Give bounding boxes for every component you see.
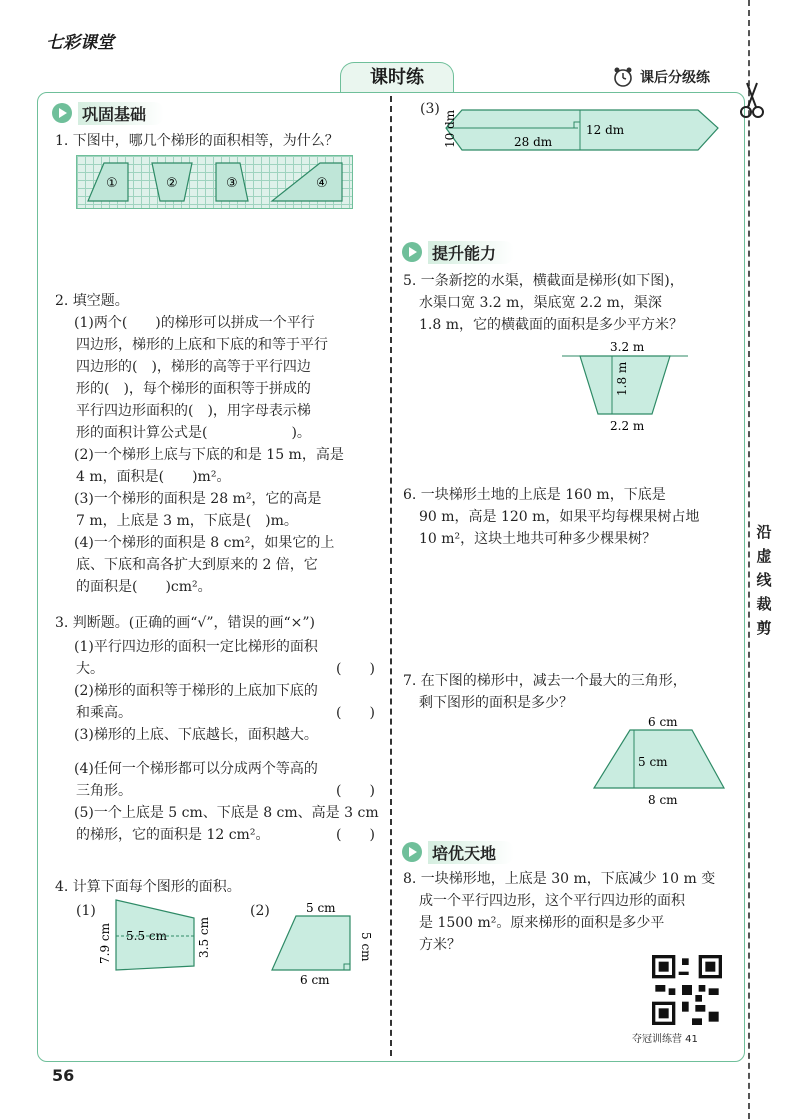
q3-line: (3)梯形的上底、下底越长，面积越大。: [74, 727, 318, 743]
q7-bottom-label: 8 cm: [648, 793, 678, 807]
q6-line: 6. 一块梯形土地的上底是 160 m，下底是: [403, 487, 666, 503]
q8-line: 成一个平行四边形，这个平行四边形的面积: [419, 893, 685, 909]
q6-line: 10 m²，这块土地共可种多少棵果树？: [419, 531, 657, 547]
q4-fig2-num: (2): [250, 903, 270, 919]
q4-fig3-num: (3): [420, 101, 440, 117]
q5-line: 1.8 m，它的横截面的面积是多少平方米？: [419, 317, 683, 333]
tiered-text: 课后分级练: [640, 70, 710, 86]
brand-logo: 七彩课堂: [46, 33, 114, 53]
answer-paren[interactable]: ( ): [336, 783, 375, 799]
play-icon: [402, 842, 422, 862]
q7-line: 7. 在下图的梯形中，减去一个最大的三角形，: [403, 673, 687, 689]
page-title: 课时练: [340, 62, 454, 93]
section-improve-label: 提升能力: [428, 241, 514, 264]
fig-label-2: ②: [166, 176, 178, 191]
section-excel-label: 培优天地: [428, 841, 514, 864]
q2-title: 2. 填空题。: [55, 293, 129, 309]
play-icon: [402, 242, 422, 262]
q2-line: 形的面积计算公式是( )。: [76, 425, 311, 441]
answer-paren[interactable]: ( ): [336, 827, 375, 843]
fig3-side-label: 10 dm: [443, 109, 457, 148]
q2-line: (4)一个梯形的面积是 8 cm²，如果它的上: [74, 535, 335, 551]
fig3-half-label: 28 dm: [514, 135, 553, 149]
q4-title: 4. 计算下面每个图形的面积。: [55, 879, 241, 895]
q2-line: 四边形，梯形的上底和下底的和等于平行: [76, 337, 328, 353]
q5-top-label: 3.2 m: [610, 340, 645, 354]
q6-text: [403, 484, 699, 550]
q3-line: 三角形。 ( ): [74, 780, 384, 802]
fig2-top-label: 5 cm: [306, 901, 336, 915]
q3-line: 和乘高。 ( ): [74, 702, 384, 724]
q2-line: (2)一个梯形上底与下底的和是 15 m，高是: [74, 447, 344, 463]
q2-line: 的面积是( )cm²。: [76, 579, 212, 595]
q7-figure: [588, 712, 738, 812]
q3-line: (4)任何一个梯形都可以分成两个等高的: [74, 761, 318, 777]
q3-line: (5)一个上底是 5 cm、下底是 8 cm、高是 3 cm: [74, 805, 379, 821]
cut-instruction: 沿虚线裁剪: [756, 523, 772, 637]
section-improve: [402, 240, 514, 264]
q8-line: 是 1500 m²。原来梯形的面积是多少平: [419, 915, 665, 931]
q2-line: (1)两个( )的梯形可以拼成一个平行: [74, 315, 315, 331]
trapezoid-4: [272, 163, 342, 201]
q7-line: 剩下图形的面积是多少？: [419, 695, 573, 711]
q5-line: 水渠口宽 3.2 m，渠底宽 2.2 m，渠深: [419, 295, 662, 311]
q4-fig1: [96, 896, 216, 976]
section-basic: [52, 101, 164, 125]
alarm-clock-icon: [612, 66, 634, 88]
q7-top-label: 6 cm: [648, 715, 678, 729]
q5-figure: [560, 338, 730, 438]
footer-note: 夺冠训练营 41: [632, 1034, 698, 1045]
answer-paren[interactable]: ( ): [336, 661, 375, 677]
q2-lines: [74, 312, 344, 598]
q5-bottom-label: 2.2 m: [610, 419, 645, 433]
q3-line: (2)梯形的面积等于梯形的上底加下底的: [74, 683, 318, 699]
q3-line: 的梯形，它的面积是 12 cm²。 ( ): [74, 824, 384, 846]
fig3-height-label: 12 dm: [586, 123, 625, 137]
cut-line: [748, 0, 750, 1119]
q2-line: 四边形的( )，梯形的高等于平行四边: [76, 359, 311, 375]
q3-items: [74, 636, 384, 846]
q3-line: 大。 ( ): [74, 658, 384, 680]
section-basic-label: 巩固基础: [78, 102, 164, 125]
q1-text: 1. 下图中，哪几个梯形的面积相等，为什么？: [55, 133, 339, 149]
qr-code-icon[interactable]: [652, 955, 722, 1025]
fig1-midline-label: 5.5 cm: [126, 929, 167, 943]
fig2-bottom-label: 6 cm: [300, 973, 330, 987]
scissors-icon: [737, 80, 767, 120]
q3-title: 3. 判断题。(正确的画“√”，错误的画“×”): [55, 615, 316, 631]
q4-fig2: [266, 898, 376, 988]
fig-label-4: ④: [316, 176, 328, 191]
q5-text: [403, 270, 684, 336]
q3-line: (1)平行四边形的面积一定比梯形的面积: [74, 639, 318, 655]
q5-depth-label: 1.8 m: [615, 361, 629, 396]
fig1-side-label: 7.9 cm: [98, 923, 112, 964]
q8-text: [403, 868, 715, 956]
q2-line: 形的( )，每个梯形的面积等于拼成的: [76, 381, 311, 397]
q7-height-label: 5 cm: [638, 755, 668, 769]
play-icon: [52, 103, 72, 123]
fig-label-3: ③: [226, 176, 238, 191]
q8-line: 方米？: [419, 937, 461, 953]
q6-line: 90 m，高是 120 m，如果平均每棵果树占地: [419, 509, 700, 525]
tiered-practice-label: [612, 66, 710, 88]
q7-text: [403, 670, 687, 714]
fig1-height-label: 3.5 cm: [197, 917, 211, 958]
answer-paren[interactable]: ( ): [336, 705, 375, 721]
q2-line: 4 m，面积是( )m²。: [76, 469, 231, 485]
fig-label-1: ①: [106, 176, 118, 191]
column-divider: [390, 96, 392, 1056]
q5-line: 5. 一条新挖的水渠，横截面是梯形(如下图)，: [403, 273, 684, 289]
q1-figures: [76, 155, 353, 209]
q4-fig1-num: (1): [76, 903, 96, 919]
q2-line: 平行四边形面积的( )，用字母表示梯: [76, 403, 311, 419]
q8-line: 8. 一块梯形地，上底是 30 m，下底减少 10 m 变: [403, 871, 716, 887]
page-number: 56: [52, 1066, 75, 1085]
q4-fig3: [440, 100, 730, 160]
fig2-height-label: 5 cm: [359, 932, 373, 962]
q2-line: 底、下底和高各扩大到原来的 2 倍，它: [76, 557, 318, 573]
q2-line: (3)一个梯形的面积是 28 m²，它的高是: [74, 491, 322, 507]
q2-line: 7 m，上底是 3 m，下底是( )m。: [76, 513, 298, 529]
section-excel: [402, 840, 514, 864]
